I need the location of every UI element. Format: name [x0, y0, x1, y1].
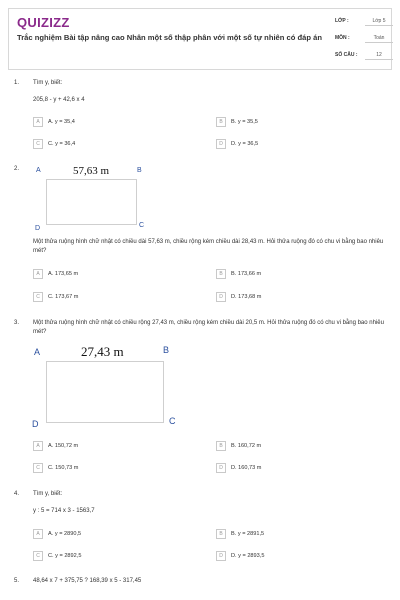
corner-label-b: B: [137, 167, 142, 174]
question-2-option-c[interactable]: [33, 292, 78, 302]
question-2-number: 2.: [14, 166, 20, 172]
subject-label: MÔN :: [335, 35, 350, 41]
option-letter-box: A: [33, 117, 43, 127]
question-2-option-a[interactable]: [33, 269, 78, 279]
question-3-option-c[interactable]: [33, 463, 78, 473]
question-5-expression: 48,64 x 7 + 375,75 ? 168,39 x 5 - 317,45: [33, 578, 142, 584]
question-3-option-a[interactable]: [33, 441, 78, 451]
question-2-option-d[interactable]: [216, 292, 261, 302]
question-4-option-d[interactable]: [216, 551, 264, 561]
corner-label-d: D: [35, 225, 41, 232]
question-1-option-d[interactable]: [216, 139, 258, 149]
question-4-option-b[interactable]: [216, 529, 264, 539]
corner-label-d: D: [32, 419, 39, 429]
option-text: C. 173,67 m: [48, 294, 79, 300]
corner-label-a: A: [34, 347, 41, 357]
rectangle-shape: [46, 361, 164, 423]
question-1-option-c[interactable]: [33, 139, 75, 149]
question-1-number: 1.: [14, 80, 20, 86]
corner-label-c: C: [139, 222, 145, 229]
option-text: B. y = 2891,5: [231, 531, 265, 537]
question-1-expression: 205,8 - y + 42,6 x 4: [33, 97, 85, 103]
option-text: C. 150,73 m: [48, 465, 79, 471]
option-text: C. y = 2892,5: [48, 553, 82, 559]
option-letter-box: B: [216, 269, 226, 279]
option-text: A. y = 35,4: [48, 119, 75, 125]
corner-label-c: C: [169, 416, 176, 426]
option-letter-box: D: [216, 463, 226, 473]
corner-label-b: B: [163, 345, 170, 355]
question-1-option-b[interactable]: [216, 117, 258, 127]
quizizz-logo: QUIZIZZ: [17, 15, 70, 30]
question-4-number: 4.: [14, 491, 20, 497]
question-3-option-b[interactable]: [216, 441, 261, 451]
question-4-expression: y : 5 = 714 x 3 - 1563,7: [33, 508, 95, 514]
option-text: B. y = 35,5: [231, 119, 258, 125]
question-2-prompt: Một thửa ruộng hình chữ nhật có chiều dài 57,63 m, chiều rộng kém chiều dài 28,43 m. Hỏi thửa ruộng đó có chu vi bằng bao nhiêu mét?: [33, 239, 384, 254]
quiz-header: [8, 8, 392, 70]
option-text: C. y = 36,4: [48, 141, 76, 147]
option-letter-box: C: [33, 139, 43, 149]
question-2-option-b[interactable]: [216, 269, 261, 279]
subject-value: Toán: [365, 35, 393, 43]
rectangle-shape: [46, 179, 137, 225]
option-text: A. y = 2890,5: [48, 531, 82, 537]
question-5-number: 5.: [14, 578, 20, 584]
option-text: A. 150,72 m: [48, 443, 79, 449]
option-letter-box: A: [33, 529, 43, 539]
option-text: B. 160,72 m: [231, 443, 262, 449]
corner-label-a: A: [36, 167, 41, 174]
option-letter-box: D: [216, 139, 226, 149]
question-4-prompt: Tìm y, biết:: [33, 491, 63, 497]
question-3-option-d[interactable]: [216, 463, 261, 473]
option-letter-box: B: [216, 117, 226, 127]
option-letter-box: D: [216, 292, 226, 302]
option-letter-box: C: [33, 551, 43, 561]
option-letter-box: A: [33, 269, 43, 279]
quiz-title: Trắc nghiệm Bài tập nâng cao Nhân một số thập phân với một số tự nhiên có đáp án: [17, 33, 322, 42]
grade-value: Lớp 5: [365, 18, 393, 26]
dimension-label: 27,43 m: [81, 344, 124, 359]
dimension-label: 57,63 m: [73, 165, 110, 177]
grade-label: LỚP :: [335, 18, 349, 24]
option-text: D. y = 2893,5: [231, 553, 265, 559]
option-text: B. 173,66 m: [231, 271, 262, 277]
question-1-option-a[interactable]: [33, 117, 75, 127]
question-3-prompt: Một thửa ruộng hình chữ nhật có chiều rộng 27,43 m, chiều rộng kém chiều dài 20,5 m. Hỏi thửa ruộng đó có chu vi bằng bao nhiêu mét?: [33, 320, 384, 335]
question-3-number: 3.: [14, 320, 20, 326]
option-letter-box: C: [33, 463, 43, 473]
option-letter-box: C: [33, 292, 43, 302]
option-text: D. 173,68 m: [231, 294, 262, 300]
option-letter-box: A: [33, 441, 43, 451]
option-text: A. 173,65 m: [48, 271, 79, 277]
question-4-option-c[interactable]: [33, 551, 81, 561]
option-letter-box: B: [216, 529, 226, 539]
option-text: D. y = 36,5: [231, 141, 259, 147]
question-4-option-a[interactable]: [33, 529, 81, 539]
count-value: 12: [365, 52, 393, 60]
option-letter-box: D: [216, 551, 226, 561]
question-1-prompt: Tìm y, biết:: [33, 80, 63, 86]
count-label: SỐ CÂU :: [335, 52, 358, 58]
option-text: D. 160,73 m: [231, 465, 262, 471]
option-letter-box: B: [216, 441, 226, 451]
